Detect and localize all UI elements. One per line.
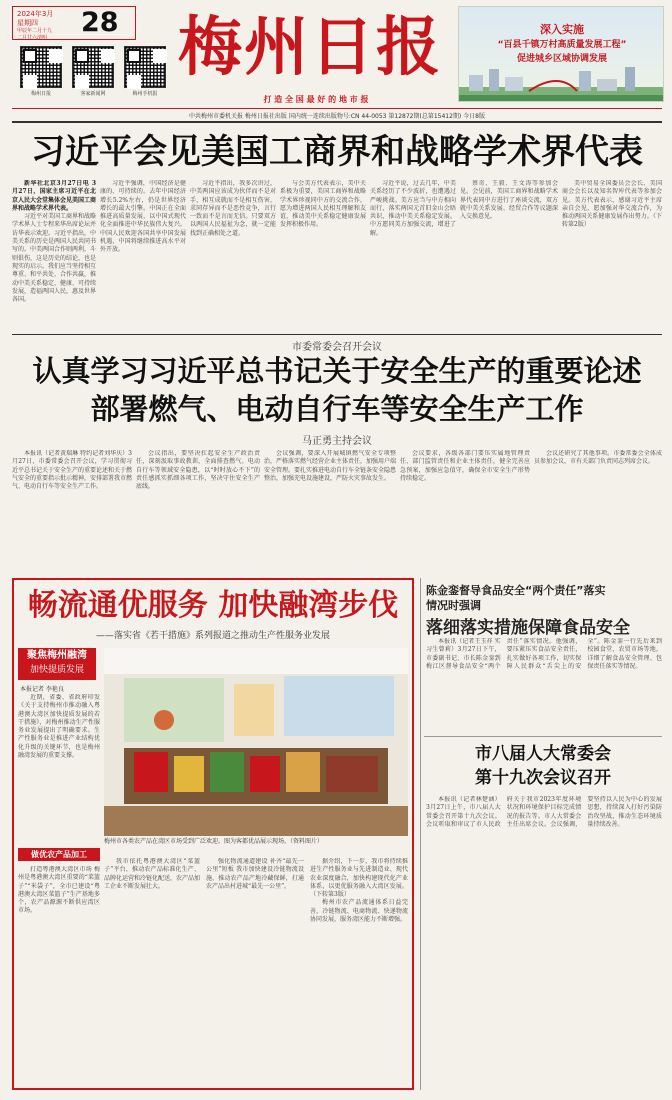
story2-paragraph: 会议要求，各级各部门要压实属地管理责任、部门监管责任和企业主体责任，健全完善应急预案，加强应急值守，确保全市安全生产形势持续稳定。 bbox=[400, 450, 530, 482]
qr-label: 梅州手机报 bbox=[132, 91, 158, 97]
story3-headline-1: 陈金銮督导食品安全“两个责任”落实 bbox=[426, 584, 606, 597]
story2-paragraph: 会议还研究了其他事项。市委常委会全体成员参加会议，市有关部门负责同志列席会议。 bbox=[534, 450, 662, 466]
story1-column bbox=[562, 180, 662, 330]
story3-body bbox=[426, 638, 662, 730]
lunar-date-2: 二月廿六清明 bbox=[17, 35, 48, 41]
feature-column bbox=[310, 858, 408, 1084]
feature-paragraph: 打造粤港澳大湾区市场 梅州是粤港澳大湾区重要的“菜篮子”“米袋子”，全市已建设“粤港澳大湾区菜篮子”生产基地多个，农产品源源不断供应湾区市场。 bbox=[18, 866, 100, 915]
feature-column bbox=[18, 866, 100, 1084]
story1-paragraph: 蔡奇、王毅、王文涛等参加会见。会见前，美国工商界和战略学术界代表同中方进行了座谈交流，双方就中美关系发展、经贸合作等议题深入交换意见。 bbox=[460, 180, 558, 221]
feature-badge-line-2: 加快提质发展 bbox=[29, 665, 84, 675]
date-line: 2024年3月 bbox=[17, 10, 54, 18]
story1-headline: 习近平会见美国工商界和战略学术界代表 bbox=[31, 132, 643, 172]
story2-column bbox=[534, 450, 662, 570]
story2-headline-1: 认真学习习近平总书记关于安全生产的重要论述 bbox=[32, 354, 642, 388]
feature-badge-line-1: 聚焦梅州融湾 bbox=[27, 650, 87, 661]
promo-line-2: 促进城乡区域协调发展 bbox=[516, 54, 607, 64]
promo-line-1: “百县千镇万村高质量发展工程” bbox=[497, 40, 627, 50]
story1-column bbox=[190, 180, 276, 330]
feature-headline: 畅流通优服务 加快融湾步伐 bbox=[27, 588, 399, 623]
feature-byline: 本报记者 李艳良 bbox=[20, 686, 64, 693]
story1-column bbox=[100, 180, 186, 330]
city-skyline-illustration bbox=[459, 65, 664, 102]
story3-headline-2: 情况时强调 bbox=[426, 599, 481, 612]
feature-subhead: ——落实省《若干措施》系列报道之推动生产性服务业发展 bbox=[95, 631, 330, 641]
story2-headline-2: 部署燃气、电动自行车等安全生产工作 bbox=[90, 392, 584, 426]
qr-code-icon bbox=[72, 46, 114, 88]
qr-label: 梅州日报 bbox=[30, 91, 51, 97]
story2-column bbox=[264, 450, 396, 570]
story4-body bbox=[426, 796, 662, 1086]
feature-column bbox=[206, 858, 304, 1084]
feature-paragraph: 据介绍，下一步，我市将持续推进生产性服务业与先进制造业、现代农业深度融合，加快构建现代化产业体系，以更优服务融入大湾区发展。（下转第3版） bbox=[310, 858, 408, 899]
slogan: 打 造 全 国 最 好 的 地 市 报 bbox=[263, 95, 369, 104]
photo-caption: 梅州市各类农产品在湾区市场受到广泛欢迎。图为客都优品展示现场。（资料图片） bbox=[104, 838, 324, 845]
story2-column bbox=[400, 450, 530, 570]
newspaper-title: 梅州日报 bbox=[178, 10, 442, 85]
story2-paragraph: 本报讯（记者黄瑞琳 特约记者刘华庆）3月27日，市委常委会召开会议，学习贯彻习近平总书记关于安全生产的重要论述和关于燃气安全的重要指示批示精神，安排部署我市燃气、电动自行车等安全生产工作。 bbox=[12, 450, 132, 491]
feature-paragraph: 强化物流通道建设 补齐“最先一公里”短板 我市加快建设冷链物流设施，推动农产品产地冷藏保鲜，打通农产品出村进城“最先一公里”。 bbox=[206, 858, 304, 890]
qr-code-icon bbox=[20, 46, 62, 88]
feature-column bbox=[104, 858, 200, 1084]
feature-column bbox=[18, 694, 100, 844]
story1-column bbox=[12, 180, 96, 330]
promo-banner bbox=[458, 6, 664, 102]
story1-lead: 新华社北京3月27日电 3月27日，国家主席习近平在北京人民大会堂集体会见美国工商界和战略学术界代表。 bbox=[12, 180, 96, 212]
issue-info: 中共梅州市委机关报 梅州日报社出版 国内统一连续出版物号:CN 44-0053 第12872期(总第15412期) 今日8版 bbox=[189, 113, 485, 120]
promo-top: 深入实施 bbox=[540, 23, 584, 36]
story1-column bbox=[280, 180, 366, 330]
story2-column bbox=[136, 450, 260, 570]
story4-headline-2: 第十九次会议召开 bbox=[475, 768, 611, 788]
story1-paragraph: 美中贸易全国委员会会长、美国商会会长以及知名智库代表等参加会见。美方代表表示，感谢习近平主席亲自会见，愿加强对华交流合作，为推动两国关系健康发展作出努力。（下转第2版） bbox=[562, 180, 662, 229]
story4-headline-1: 市八届人大常委会 bbox=[475, 744, 611, 764]
story1-paragraph: 习近平说，过去几年，中美关系经历了不少波折，也遭遇过严峻挑战。美方应当与中方相向而行，落实两国元首旧金山会晤共识，推动中美关系稳定发展。中方愿同美方加强交流，增进了解。 bbox=[370, 180, 456, 237]
feature-badge bbox=[18, 648, 96, 680]
story1-paragraph: 与会美方代表表示，美中关系极为重要，美国工商界和战略学术界珍视同中方的交流合作，愿为增进两国人民相互理解和友谊、推动美中关系稳定健康发展发挥积极作用。 bbox=[280, 180, 366, 229]
lunar-date: 甲辰年二月十九 bbox=[17, 28, 53, 34]
qr-code-icon bbox=[124, 46, 166, 88]
story2-subhead: 马正勇主持会议 bbox=[302, 436, 372, 447]
feature-section-heading: 做优农产品加工 bbox=[18, 848, 100, 861]
story1-column bbox=[370, 180, 456, 330]
story2-column bbox=[12, 450, 132, 570]
feature-paragraph: 我市依托粤港澳大湾区“菜篮子”平台，推动农产品标准化生产、品牌化运营和冷链化配送，农产品加工企业不断发展壮大。 bbox=[104, 858, 200, 890]
story1-column bbox=[460, 180, 558, 330]
story1-paragraph: 习近平对美国工商界和战略学术界人士专程来华出席论坛并访华表示欢迎。习近平指出，中美关系的历史是两国人民共同书写的。中美两国合作则两利，斗则俱伤，这是历史的结论，也是现实的启示。我们应当坚持相互尊重、和平共处、合作共赢，推动中美关系稳定、健康、可持续发展，造福两国人民，惠及世界各国。 bbox=[12, 213, 96, 304]
masthead bbox=[0, 0, 672, 116]
feature-paragraph: 梅州市农产品流通体系日益完善，冷链物流、电商物流、快递物流协同发展，服务湾区能力不断增强。 bbox=[310, 899, 408, 924]
story3-headline-3: 落细落实措施保障食品安全 bbox=[426, 618, 630, 638]
story4-paragraph: 本报讯（记者林楚涵）3月27日上午，市八届人大常委会召开第十九次会议。会议听取和审议了市人民政府关于我市2023年度环境状况和环境保护目标完成情况的报告等。市人大常委会主任出席会议。会议强调，要坚持以人民为中心的发展思想，持续深入打好污染防治攻坚战，推动生态环境质量持续改善。 bbox=[426, 796, 662, 828]
date-block bbox=[12, 6, 136, 40]
story1-paragraph: 习近平强调，中国经济是健康的、可持续的。去年中国经济增长5.2%左右，仍是世界经济增长的最大引擎。中国正在全面推进高质量发展，以中国式现代化全面推进中华民族伟大复兴。中国人民欢迎各国共享中国发展机遇，中国将继续推进高水平对外开放。 bbox=[100, 180, 186, 254]
weekday: 星期四 bbox=[17, 19, 38, 27]
day-number: 28 bbox=[81, 7, 119, 38]
feature-paragraph: 近期，省委、省政府印发《关于支持梅州市推动融入粤港澳大湾区加快提质发展的若干措施》，对梅州推动生产性服务业发展提出了明确要求。生产性服务业是推进产业结构优化升级的关键环节，也是梅州融湾发展的重要支撑。 bbox=[18, 694, 100, 760]
story1-paragraph: 习近平指出，我多次讲过，中美两国应该成为伙伴而不是对手，相互成就而不是相互伤害，求同存异而不是恶性竞争，言行一致而不是言而无信。只要双方以两国人民福祉为念，就一定能找到正确相处之道。 bbox=[190, 180, 276, 237]
story3-paragraph: 本报讯（记者王玉祥 实习生曾莉）3月27日下午，市委副书记、市长陈金銮到梅江区督导食品安全“两个责任”落实情况。他强调，要压紧压实食品安全责任，扎实做好各项工作，切实保障人民群众“舌尖上的安全”。陈金銮一行先后来到校园食堂、农贸市场等地，详细了解食品安全管理、包保责任落实等情况。 bbox=[426, 638, 662, 670]
product-display-photo bbox=[104, 648, 408, 836]
story2-kicker: 市委常委会召开会议 bbox=[292, 342, 382, 353]
story2-paragraph: 会议强调，要深入开展城镇燃气安全专项整治，严格落实燃气经营企业主体责任，加强用户端安全管理。要扎实推进电动自行车全链条安全隐患整治，加强充电设施建设，严防火灾事故发生。 bbox=[264, 450, 396, 482]
qr-label: 客家新闻网 bbox=[80, 91, 106, 97]
story2-paragraph: 会议指出，要坚决扛起安全生产政治责任，深刻汲取事故教训，全面排查燃气、电动自行车等领域安全隐患，以“时时放心不下”的责任感抓实抓细各项工作，坚决守住安全生产底线。 bbox=[136, 450, 260, 491]
